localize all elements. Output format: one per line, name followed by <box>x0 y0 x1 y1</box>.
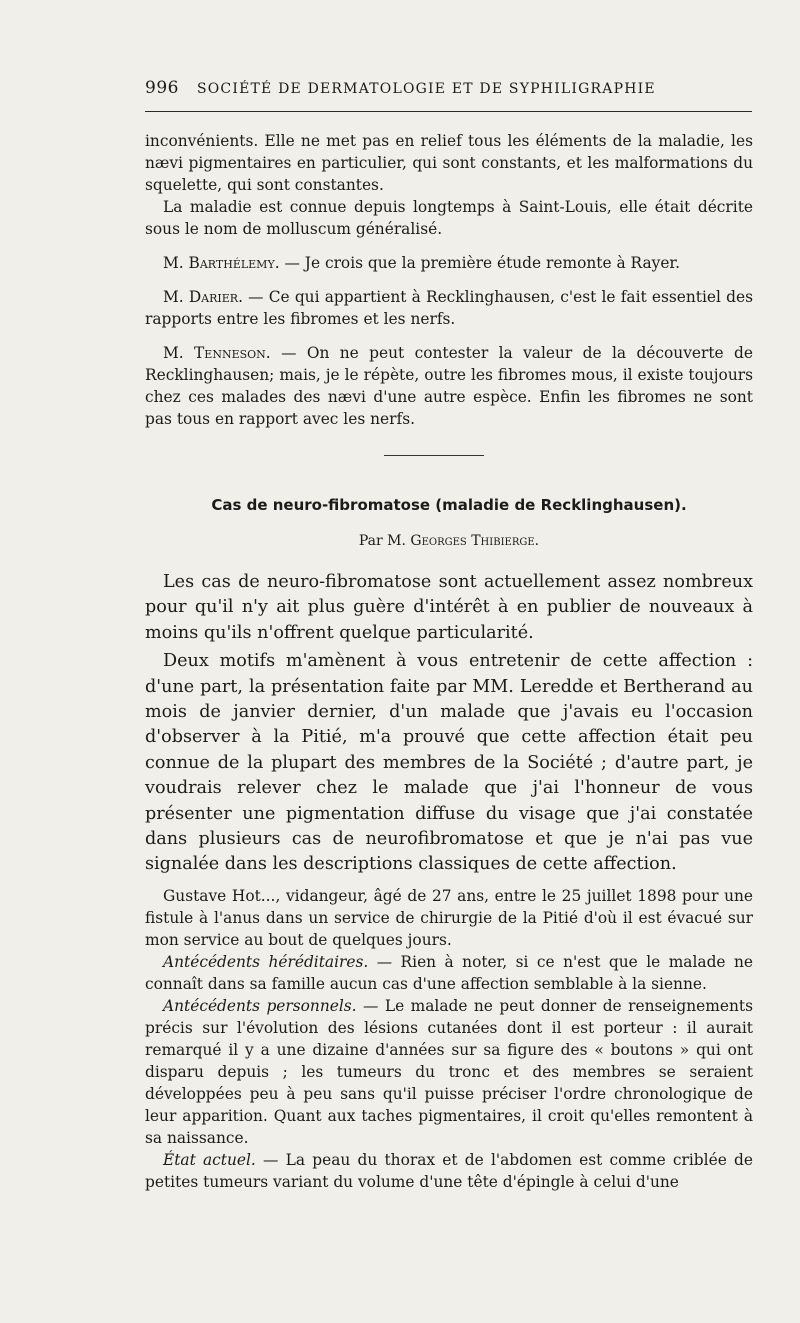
running-header <box>145 78 752 98</box>
speaker-name: M. Tenneson. <box>163 344 271 362</box>
remark-text: — Je crois que la première étude remonte à Rayer. <box>279 254 680 272</box>
section-text: — Le malade ne peut donner de renseignements précis sur l'évolution des lésions cutanées dont il est porteur : il aurait remarqué il y a une dizaine d'années sur sa figure des « boutons » qui ont disparu depuis ; les tumeurs du tronc et des membres se seraient développées peu à peu sans qu'il puisse préciser l'ordre chronologique de leur apparition. Quant aux taches pigmentaires, il croit qu'elles remontent à sa naissance. <box>145 997 753 1147</box>
remark-barthelemy <box>145 252 753 274</box>
journal-title: SOCIÉTÉ DE DERMATOLOGIE ET DE SYPHILIGRAPHIE <box>196 81 656 97</box>
header-rule <box>145 111 752 112</box>
remark-text: — On ne peut contester la valeur de la découverte de Recklinghausen; mais, je le répète, outre les fibromes mous, il existe toujours chez ces malades des nævi d'une autre espèce. Enfin les fibromes ne sont pas tous en rapport avec les nerfs. <box>145 344 753 428</box>
paragraph-continuation: inconvénients. Elle ne met pas en relief tous les éléments de la maladie, les nævi pigmentaires en particulier, qui sont constants, et les malformations du squelette, qui sont constantes. <box>145 132 753 194</box>
section-separator <box>384 455 484 456</box>
intro-paragraph-2: Deux motifs m'amènent à vous entretenir de cette affection : d'une part, la présentation faite par MM. Leredde et Bertherand au mois de janvier dernier, d'un malade que j'avais eu l'occasion d'observer à la Pitié, m'a prouvé que cette affection était peu connue de la plupart des membres de la Société ; d'autre part, je voudrais relever chez le malade que j'ai l'honneur de vous présenter une pigmentation diffuse du visage que j'ai constatée dans plusieurs cas de neurofibromatose et que je n'ai pas vue signalée dans les descriptions classiques de cette affection. <box>145 651 753 875</box>
article-intro <box>145 570 753 878</box>
current-state <box>145 1149 753 1193</box>
author-name: Georges Thibierge. <box>410 533 540 549</box>
article-byline <box>145 533 753 549</box>
speaker-name: M. Barthélemy. <box>163 254 280 272</box>
article-title: Cas de neuro-fibromatose (maladie de Recklinghausen). <box>211 496 687 514</box>
section-label: Antécédents héréditaires. <box>163 953 369 971</box>
speaker-name: M. Darier. <box>163 288 243 306</box>
section-text: — Rien à noter, si ce n'est que le malade ne connaît dans sa famille aucun cas d'une affection semblable à la sienne. <box>145 953 753 993</box>
byline-prefix: Par M. <box>358 533 411 549</box>
remark-tenneson <box>145 342 753 430</box>
remark-darier <box>145 286 753 330</box>
intro-paragraph-1: Les cas de neuro-fibromatose sont actuellement assez nombreux pour qu'il n'y ait plus guère d'intérêt à en publier de nouveaux à moins qu'ils n'offrent quelque particularité. <box>145 572 753 643</box>
case-paragraph-1: Gustave Hot..., vidangeur, âgé de 27 ans, entre le 25 juillet 1898 pour une fistule à l'anus dans un service de chirurgie de la Pitié d'où il est évacué sur mon service au bout de quelques jours. <box>145 887 753 949</box>
paragraph-saint-louis: La maladie est connue depuis longtemps à Saint-Louis, elle était décrite sous le nom de molluscum généralisé. <box>145 198 753 238</box>
personal-history <box>145 995 753 1149</box>
section-label: État actuel. <box>163 1151 256 1169</box>
case-report <box>145 885 753 1193</box>
section-label: Antécédents personnels. <box>163 997 357 1015</box>
section-text: — La peau du thorax et de l'abdomen est comme criblée de petites tumeurs variant du volume d'une tête d'épingle à celui d'une <box>145 1151 753 1191</box>
page-number: 996 <box>145 78 179 98</box>
hereditary-history <box>145 951 753 995</box>
discussion-section <box>145 130 753 430</box>
remark-text: — Ce qui appartient à Recklinghausen, c'est le fait essentiel des rapports entre les fibromes et les nerfs. <box>145 288 753 328</box>
